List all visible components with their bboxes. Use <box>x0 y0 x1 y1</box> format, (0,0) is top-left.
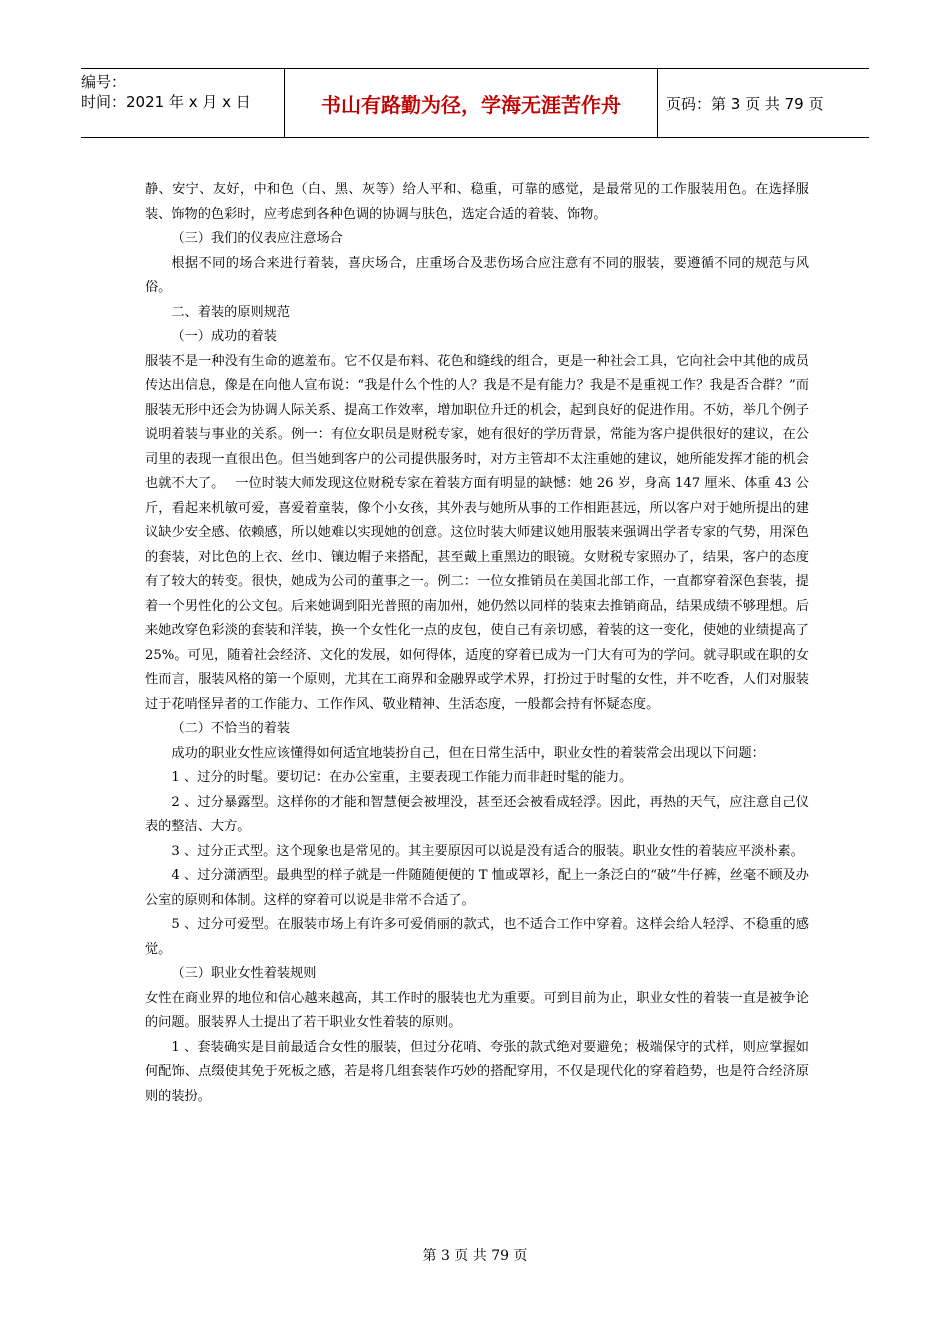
document-body <box>145 178 809 1109</box>
list-item: 3 、过分正式型。这个现象也是常见的。其主要原因可以说是没有适合的服装。职业女性的着装应平淡朴素。 <box>171 843 804 859</box>
header-page-number: 页码：第 3 页 共 79 页 <box>666 94 824 113</box>
paragraph: 成功的职业女性应该懂得如何适宜地装扮自己，但在日常生活中，职业女性的着装常会出现以下问题： <box>171 745 765 761</box>
list-item: 1 、套装确实是目前最适合女性的服装，但过分花哨、夸张的款式绝对要避免；极端保守的式样，则应掌握如何配饰、点缀使其免于死板之感，若是将几组套装作巧妙的搭配穿用，不仅是现代化的穿着趋势，也是符合经济原则的装扮。 <box>145 1039 809 1104</box>
section-heading: （二）不恰当的着装 <box>171 721 291 736</box>
paragraph: 根据不同的场合来进行着装，喜庆场合，庄重场合及悲伤场合应注意有不同的服装，要遵循不同的规范与风俗。 <box>145 255 809 295</box>
list-item: 2 、过分暴露型。这样你的才能和智慧便会被埋没，甚至还会被看成轻浮。因此，再热的天气，应注意自己仪表的整洁、大方。 <box>145 794 809 834</box>
section-heading: 二、着装的原则规范 <box>171 304 291 320</box>
header-meta <box>81 69 285 137</box>
paragraph: 服装不是一种没有生命的遮羞布。它不仅是布料、花色和缝线的组合，更是一种社会工具，它向社会中其他的成员传达出信息，像是在向他人宣布说：“我是什么个性的人？我是不是有能力？我是不是重视工作？我是否合群？”而服装无形中还会为协调人际关系、提高工作效率，增加职位升迁的机会，起到良好的促进作用。不妨，举几个例子说明着装与事业的关系。例一：有位女职员是财税专家，她有很好的学历背景，常能为客户提供很好的建议，在公司里的表现一直很出色。但当她到客户的公司提供服务时，对方主管却不太注重她的建议，她所能发挥才能的机会也就不大了。 一位时装大师发现这位财税专家在着装方面有明显的缺憾：她 26 岁，身高 147 厘米、体重 43 公斤，看起来机敏可爱，喜爱着童装，像个小女孩，其外表与她所从事的工作相距甚远，所以客户对于她所提出的建议缺少安全感、依赖感，所以她难以实现她的创意。这位时装大师建议她用服装来强调出学者专家的气势，用深色的套装，对比色的上衣、丝巾、镶边帽子来搭配，甚至戴上重黑边的眼镜。女财税专家照办了，结果，客户的态度有了较大的转变。很快，她成为公司的董事之一。例二：一位女推销员在美国北部工作，一直都穿着深色套装，提着一个男性化的公文包。后来她调到阳光普照的南加州，她仍然以同样的装束去推销商品，结果成绩不够理想。后来她改穿色彩淡的套装和洋装，换一个女性化一点的皮包，使自己有亲切感，着装的这一变化，使她的业绩提高了 25%。可见，随着社会经济、文化的发展，如何得体，适度的穿着已成为一门大有可为的学问。就寻职或在职的女性而言，服装风格的第一个原则，尤其在工商界和金融界或学术界，打扮过于时髦的女性，并不吃香，人们对服装过于花哨怪异者的工作能力、工作作风、敬业精神、生活态度，一般都会持有怀疑态度。 <box>145 353 809 712</box>
section-heading: （一）成功的着装 <box>171 329 277 344</box>
paragraph: 静、安宁、友好，中和色（白、黑、灰等）给人平和、稳重，可靠的感觉，是最常见的工作服装用色。在选择服装、饰物的色彩时，应考虑到各种色调的协调与肤色，选定合适的着装、饰物。 <box>145 182 809 222</box>
page-footer: 第 3 页 共 79 页 <box>422 1248 528 1264</box>
section-heading: （三）我们的仪表应注意场合 <box>171 231 343 246</box>
document-date: 时间：2021 年 x 月 x 日 <box>81 93 251 111</box>
page-header <box>81 68 869 138</box>
header-motto: 书山有路勤为径，学海无涯苦作舟 <box>285 69 658 137</box>
list-item: 4 、过分潇洒型。最典型的样子就是一件随随便便的 T 恤或罩衫，配上一条泛白的“破”牛仔裤，丝毫不顾及办公室的原则和体制。这样的穿着可以说是非常不合适了。 <box>145 868 809 908</box>
paragraph: 女性在商业界的地位和信心越来越高，其工作时的服装也尤为重要。可到目前为止，职业女性的着装一直是被争论的问题。服装界人士提出了若干职业女性着装的原则。 <box>145 990 809 1030</box>
list-item: 5 、过分可爱型。在服装市场上有许多可爱俏丽的款式，也不适合工作中穿着。这样会给人轻浮、不稳重的感觉。 <box>145 917 809 957</box>
list-item: 1 、过分的时髦。要切记：在办公室重，主要表现工作能力而非赶时髦的能力。 <box>171 770 633 785</box>
section-heading: （三）职业女性着装规则 <box>171 966 317 981</box>
document-number-label: 编号： <box>81 73 127 91</box>
